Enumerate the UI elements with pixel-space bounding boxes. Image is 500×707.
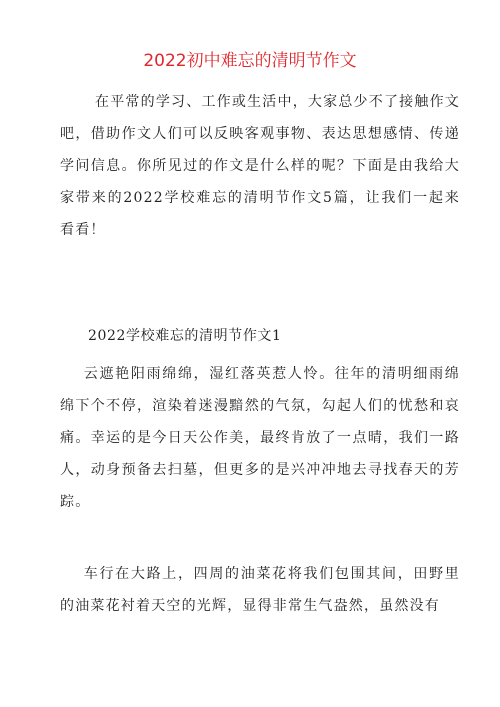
intro-paragraph: 在平常的学习、工作或生活中，大家总少不了接触作文吧，借助作文人们可以反映客观事物、表达思想感情、传递学问信息。你所见过的作文是什么样的呢？下面是由我给大家带来的2022学校难忘的清明节作文5篇，让我们一起来看看！ (60, 94, 460, 238)
essay-paragraph-1: 云遮艳阳雨绵绵，湿红落英惹人怜。往年的清明细雨绵绵下个不停，渲染着迷漫黯然的气氛，勾起人们的忧愁和哀痛。幸运的是今日天公作美，最终肯放了一点晴，我们一路人，动身预备去扫墓，但更多的是兴冲冲地去寻找春天的芳踪。 (60, 366, 460, 510)
essay-paragraph-2: 车行在大路上，四周的油菜花将我们包围其间，田野里的油菜花衬着天空的光辉，显得非常生气盎然，虽然没有 (60, 566, 460, 614)
section-heading: 2022学校难忘的清明节作文1 (88, 328, 282, 344)
page-title: 2022初中难忘的清明节作文 (143, 51, 357, 71)
